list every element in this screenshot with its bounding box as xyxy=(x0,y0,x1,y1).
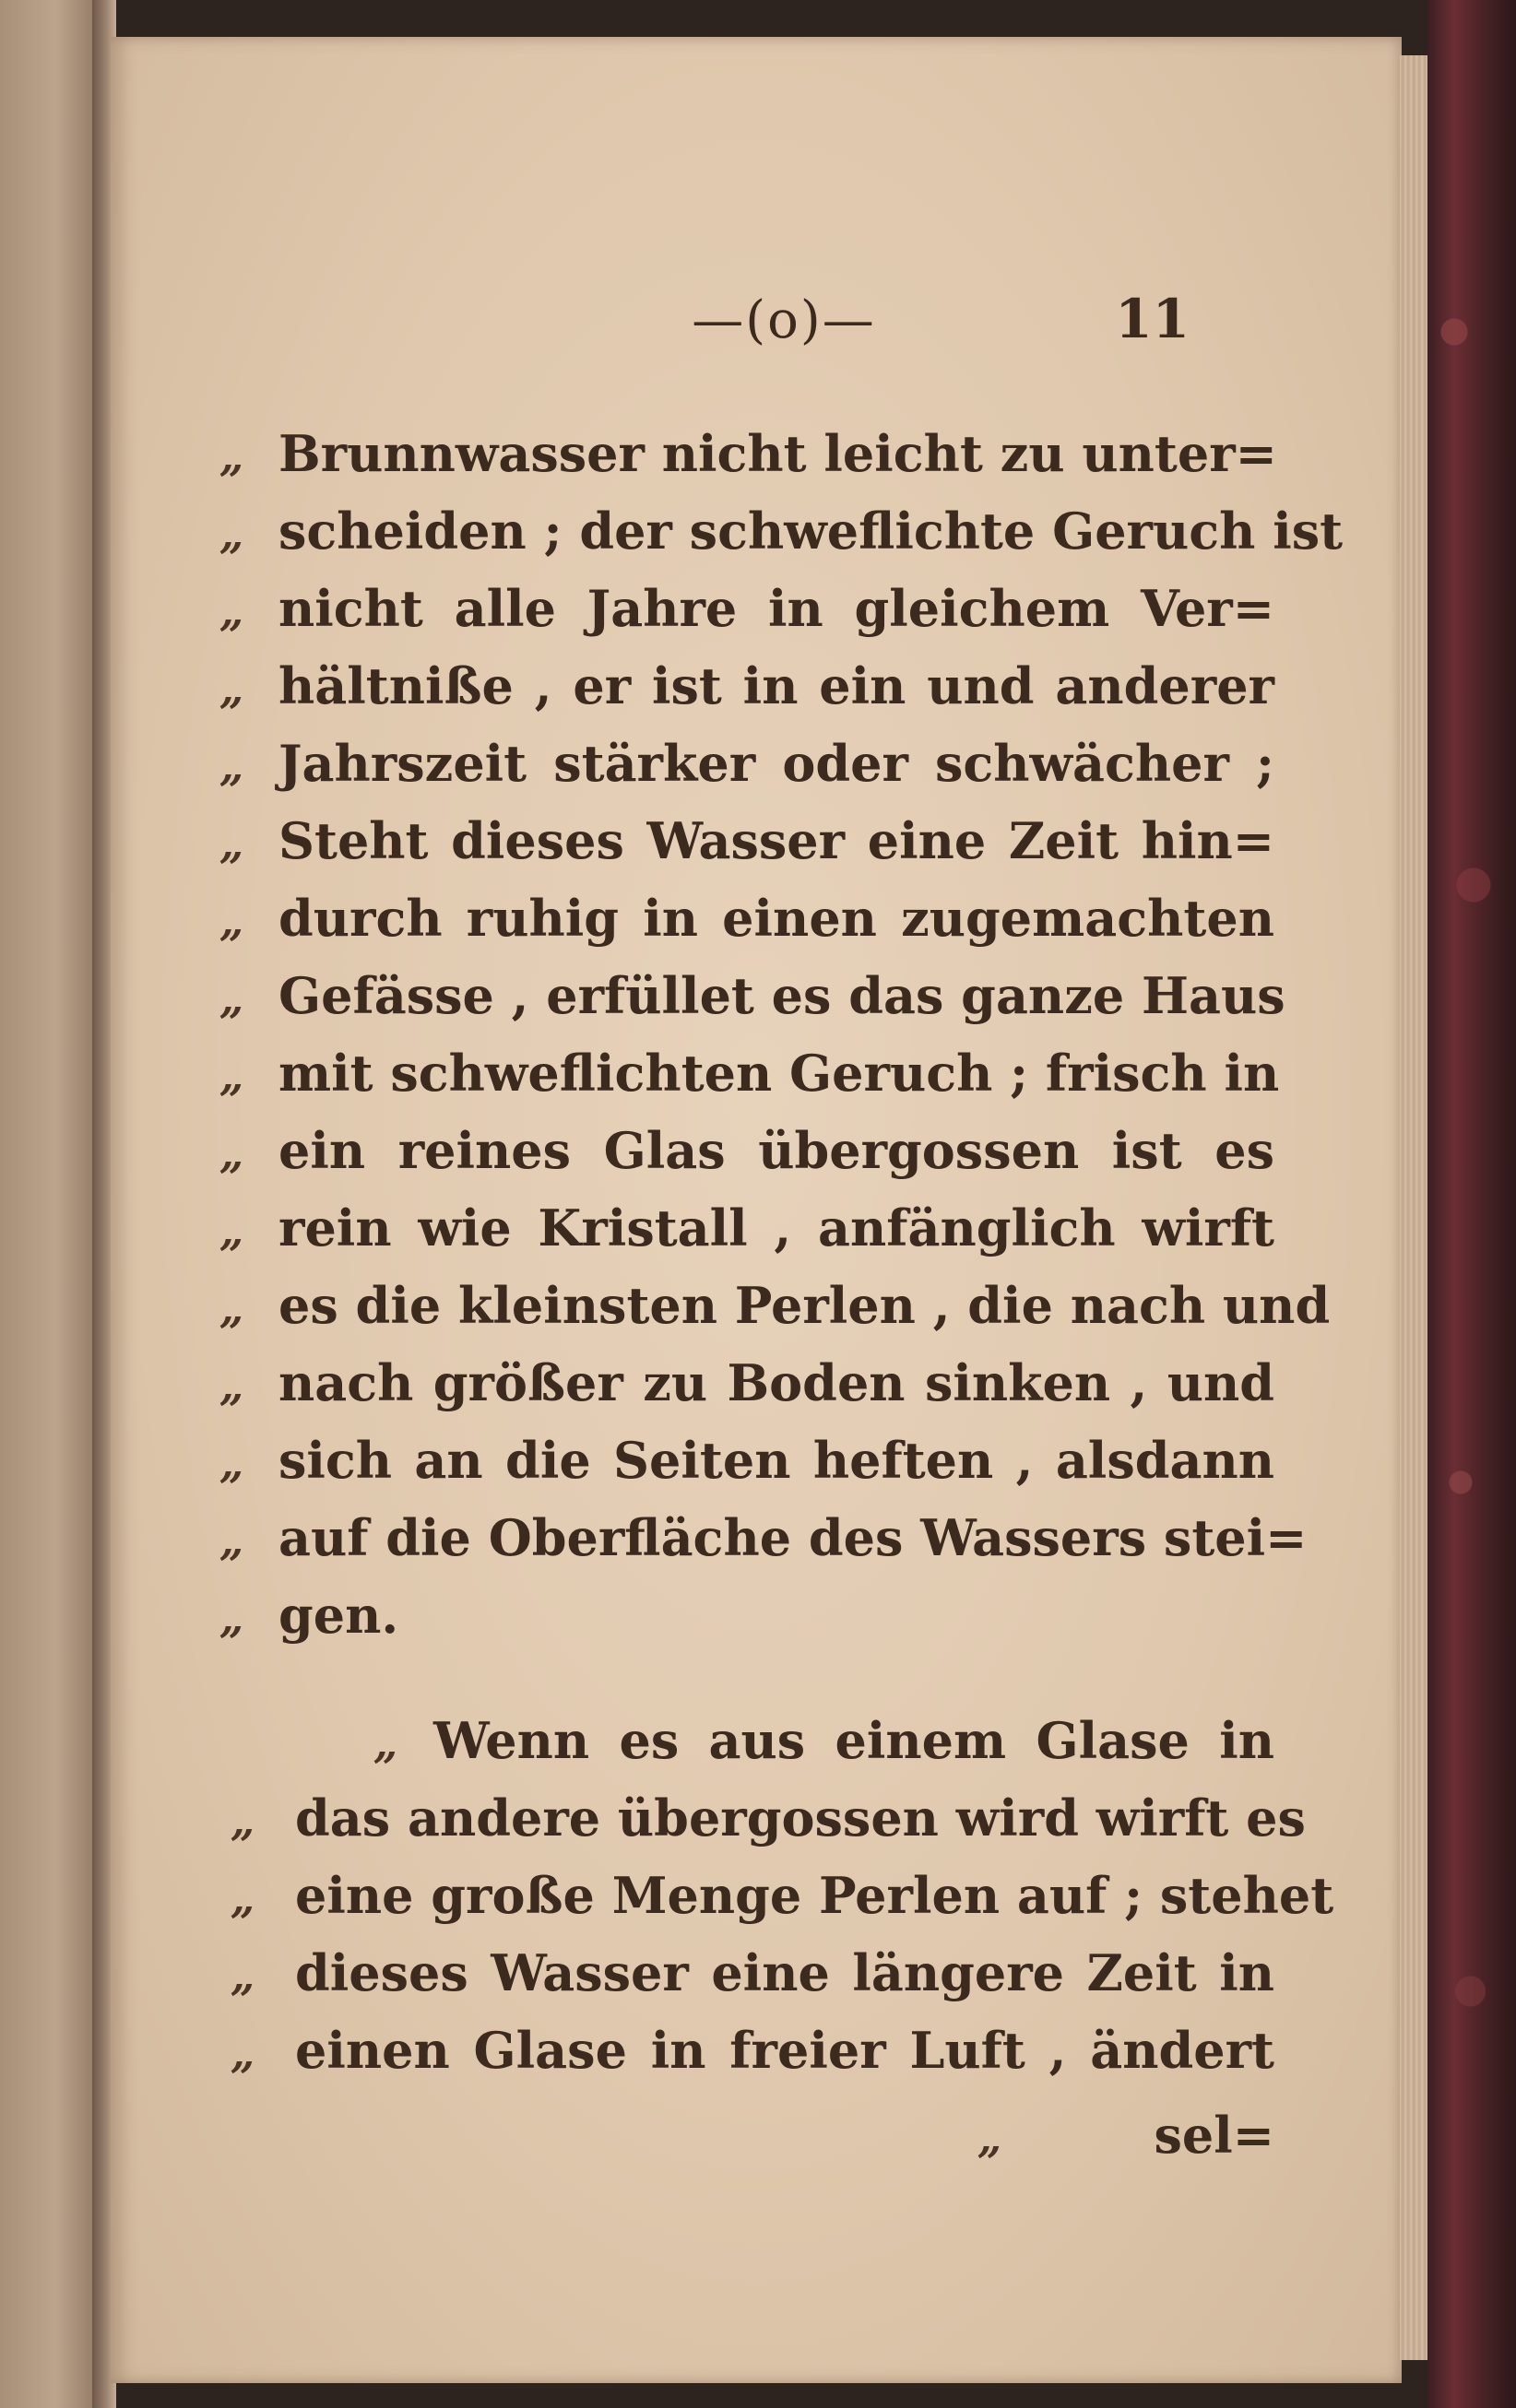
quote-mark: „ xyxy=(219,819,244,868)
text-line xyxy=(111,417,1402,490)
quote-mark: „ xyxy=(219,431,244,481)
page-text xyxy=(111,37,1402,2383)
line-text: rein wie Kristall , anfänglich wirft xyxy=(278,1198,1274,1257)
quote-mark: „ xyxy=(219,1051,244,1101)
header-ornament: —(o)— xyxy=(692,290,876,350)
line-text: das andere übergossen wird wirft es xyxy=(295,1788,1306,1847)
quote-mark: „ xyxy=(373,1718,398,1768)
page-number: 11 xyxy=(1115,288,1190,350)
text-line xyxy=(111,494,1402,568)
text-line xyxy=(111,1859,1402,1932)
quote-mark: „ xyxy=(219,974,244,1023)
line-text: nicht alle Jahre in gleichem Ver= xyxy=(278,579,1274,638)
line-text: einen Glase in freier Luft , ändert xyxy=(295,2021,1274,2080)
quote-mark: „ xyxy=(977,2113,1002,2163)
line-text: Gefässe , erfüllet es das ganze Haus xyxy=(278,966,1285,1025)
text-line xyxy=(111,1036,1402,1110)
quote-mark: „ xyxy=(219,1128,244,1178)
quote-mark: „ xyxy=(219,896,244,946)
text-line xyxy=(111,1423,1402,1497)
text-line xyxy=(111,1501,1402,1575)
quote-mark: „ xyxy=(219,1206,244,1256)
line-text: Brunnwasser nicht leicht zu unter= xyxy=(278,424,1277,483)
quote-mark: „ xyxy=(219,1361,244,1411)
line-text: Wenn es aus einem Glase in xyxy=(433,1711,1274,1770)
quote-mark: „ xyxy=(231,2028,255,2078)
text-line xyxy=(111,959,1402,1033)
quote-mark: „ xyxy=(219,664,244,714)
catchword-line xyxy=(111,2098,1402,2172)
cover-marbling xyxy=(1435,111,1499,2323)
quote-mark: „ xyxy=(219,586,244,636)
quote-mark: „ xyxy=(219,1516,244,1565)
line-text: gen. xyxy=(278,1586,399,1645)
text-line xyxy=(111,1936,1402,2010)
text-line xyxy=(111,1114,1402,1187)
text-line xyxy=(111,1578,1402,1652)
text-line xyxy=(111,804,1402,878)
quote-mark: „ xyxy=(231,1873,255,1923)
previous-page-edge xyxy=(0,0,101,2408)
quote-mark: „ xyxy=(219,741,244,791)
text-line xyxy=(111,1781,1402,1855)
text-line xyxy=(111,1191,1402,1265)
text-line xyxy=(111,1269,1402,1342)
catchword: sel= xyxy=(1154,2106,1274,2165)
text-line xyxy=(111,881,1402,955)
text-line xyxy=(111,1346,1402,1420)
line-text: Steht dieses Wasser eine Zeit hin= xyxy=(278,811,1274,870)
line-text: Jahrszeit stärker oder schwächer ; xyxy=(278,734,1274,793)
line-text: scheiden ; der schweflichte Geruch ist xyxy=(278,502,1344,561)
line-text: ein reines Glas übergossen ist es xyxy=(278,1121,1274,1180)
quote-mark: „ xyxy=(231,1951,255,2001)
line-text: es die kleinsten Perlen , die nach und xyxy=(278,1276,1331,1335)
text-line xyxy=(111,572,1402,645)
line-text: nach größer zu Boden sinken , und xyxy=(278,1353,1274,1412)
line-text: hältniße , er ist in ein und anderer xyxy=(278,656,1274,715)
quote-mark: „ xyxy=(219,509,244,559)
quote-mark: „ xyxy=(219,1593,244,1643)
quote-mark: „ xyxy=(219,1438,244,1488)
text-line xyxy=(111,1704,1402,1777)
line-text: dieses Wasser eine längere Zeit in xyxy=(295,1943,1274,2002)
line-text: mit schweflichten Geruch ; frisch in xyxy=(278,1044,1280,1103)
text-line xyxy=(111,649,1402,723)
line-text: eine große Menge Perlen auf ; stehet xyxy=(295,1866,1334,1925)
quote-mark: „ xyxy=(219,1283,244,1333)
line-text: auf die Oberfläche des Wassers stei= xyxy=(278,1508,1308,1567)
page-edges xyxy=(1400,55,1427,2360)
line-text: sich an die Seiten heften , alsdann xyxy=(278,1431,1274,1490)
line-text: durch ruhig in einen zugemachten xyxy=(278,889,1274,948)
text-line xyxy=(111,2013,1402,2087)
quote-mark: „ xyxy=(231,1796,255,1846)
text-line xyxy=(111,726,1402,800)
